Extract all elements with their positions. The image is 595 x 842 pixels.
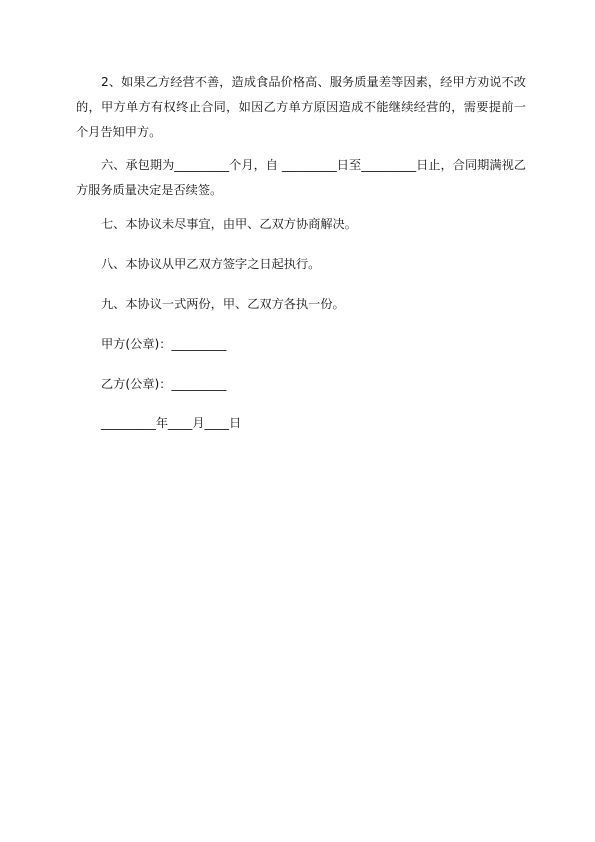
party-a-signature-line: 甲方(公章)：_________ <box>101 337 227 351</box>
clause-2-paragraph: 2、如果乙方经营不善，造成食品价格高、服务质量差等因素，经甲方劝说不改的，甲方单方有权终止合同，如因乙方单方原因造成不能继续经营的，需要提前一个月告知甲方。 <box>76 75 526 139</box>
clause-8-paragraph: 八、本协议从甲乙双方签字之日起执行。 <box>101 257 321 271</box>
party-b-signature-line: 乙方(公章)：_________ <box>101 377 227 391</box>
clause-6-paragraph: 六、承包期为_________个月，自 _________日至_________日止，合同期满视乙方服务质量决定是否续签。 <box>76 158 526 197</box>
clause-9-paragraph: 九、本协议一式两份，甲、乙双方各执一份。 <box>101 297 345 311</box>
date-line: _________年____月____日 <box>101 416 242 430</box>
clause-7-paragraph: 七、本协议未尽事宜，由甲、乙双方协商解决。 <box>101 217 357 231</box>
